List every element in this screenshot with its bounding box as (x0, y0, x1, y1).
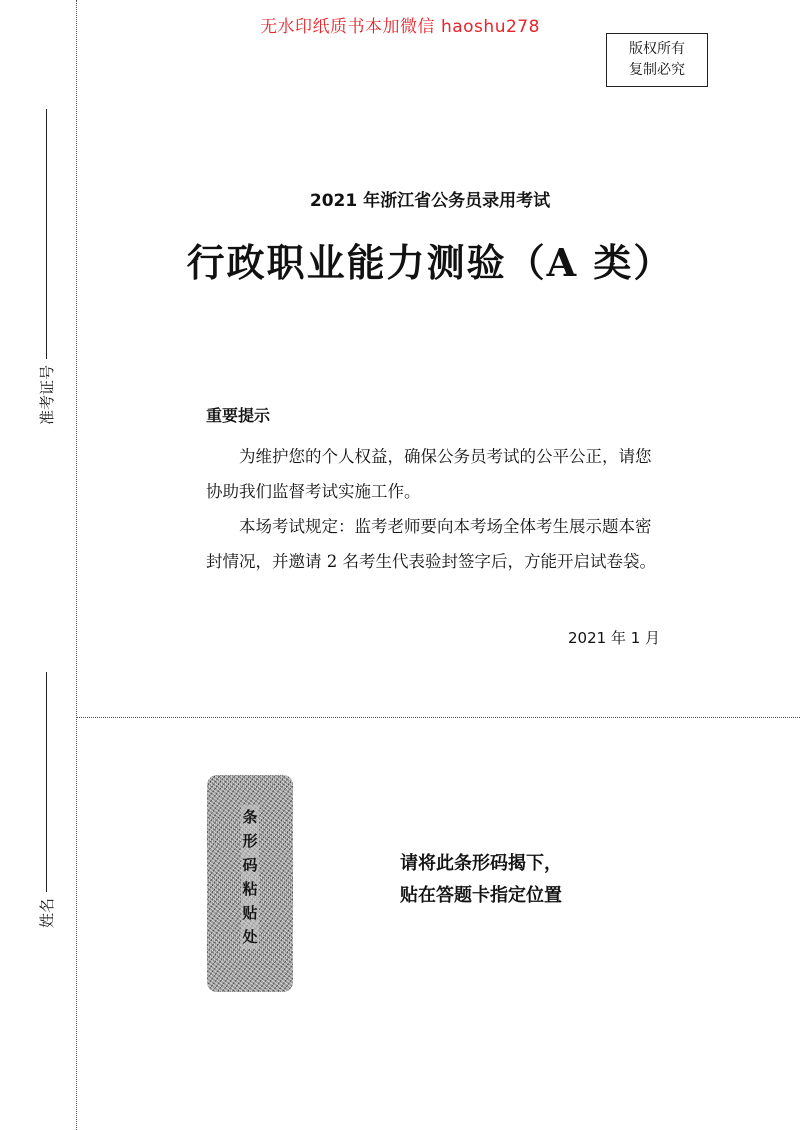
name-underline (46, 672, 47, 892)
instruction-line-1: 请将此条形码揭下， (400, 853, 562, 874)
barcode-sticker-area (207, 775, 293, 992)
copyright-line-2: 复制必究 (629, 62, 685, 78)
barcode-instruction (400, 848, 562, 912)
exam-number-label: 准考证号 (38, 364, 56, 425)
name-field (36, 672, 57, 928)
copyright-line-1: 版权所有 (629, 41, 685, 57)
name-label: 姓名 (38, 897, 56, 928)
copyright-box (606, 33, 708, 87)
barcode-char: 码 (241, 853, 258, 877)
notice-date: 2021 年 1 月 (568, 629, 661, 647)
barcode-char: 条 (241, 805, 258, 829)
binding-dotted-line (76, 0, 77, 1130)
barcode-char: 处 (241, 925, 258, 949)
cut-dotted-line (76, 717, 800, 718)
notice-body (206, 439, 666, 579)
notice-paragraph-1: 为维护您的个人权益，确保公务员考试的公平公正，请您协助我们监督考试实施工作。 (206, 447, 652, 501)
barcode-char: 贴 (241, 901, 258, 925)
barcode-char: 粘 (241, 877, 258, 901)
exam-title: 行政职业能力测验（A 类） (186, 240, 674, 285)
notice-paragraph-2: 本场考试规定：监考老师要向本考场全体考生展示题本密封情况，并邀请 2 名考生代表验封签字后，方能开启试卷袋。 (206, 517, 656, 571)
exam-subtitle: 2021 年浙江省公务员录用考试 (309, 191, 551, 211)
barcode-label (207, 805, 293, 949)
instruction-line-2: 贴在答题卡指定位置 (400, 885, 562, 906)
notice-heading: 重要提示 (206, 406, 271, 425)
watermark-text: 无水印纸质书本加微信 haoshu278 (260, 17, 540, 37)
barcode-char: 形 (241, 829, 258, 853)
